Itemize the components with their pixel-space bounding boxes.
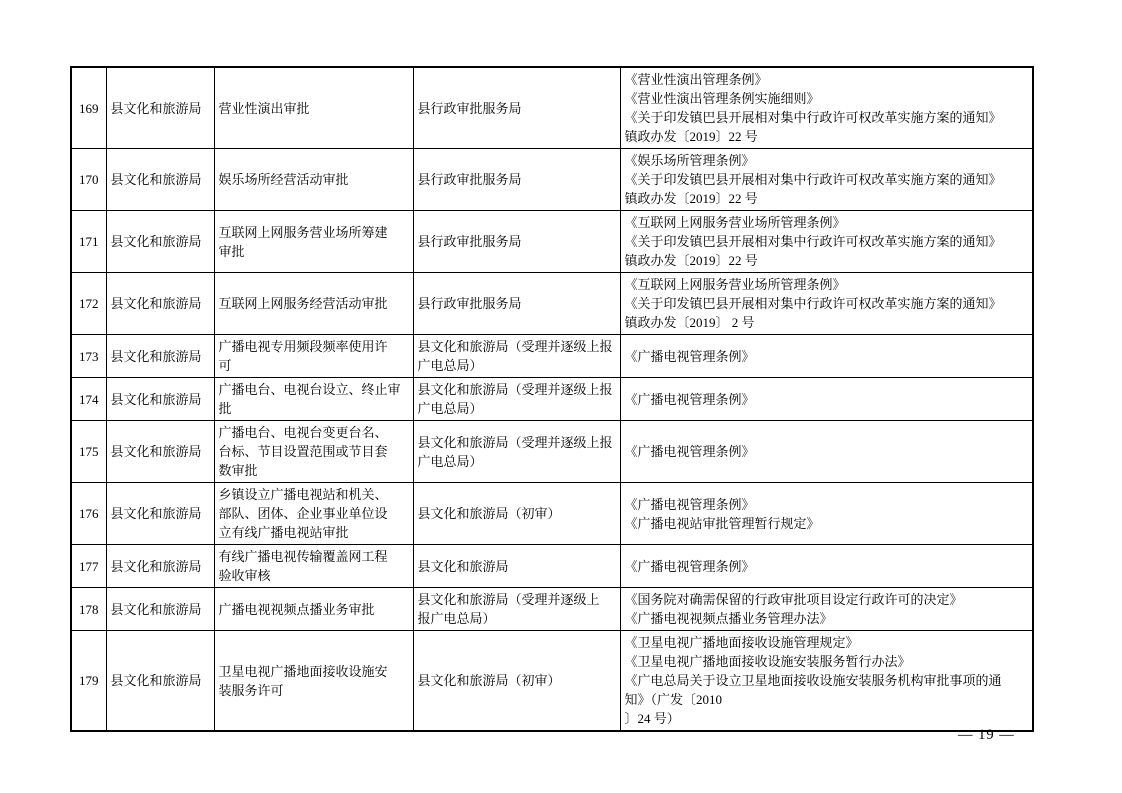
row-number: 169 — [71, 67, 106, 149]
department-cell: 县文化和旅游局 — [106, 483, 214, 545]
text-line: 《营业性演出管理条例》 — [624, 72, 768, 87]
text-line: 《广播电视管理条例》 — [624, 444, 755, 459]
department-cell: 县文化和旅游局 — [106, 545, 214, 588]
text-line: 广电总局） — [417, 453, 483, 469]
text-line: 《广播电视管理条例》 — [624, 558, 755, 574]
row-number: 176 — [71, 483, 106, 545]
legal-basis-cell — [620, 211, 1033, 273]
text-line: 广电总局） — [417, 358, 483, 373]
implementing-agency-cell — [413, 273, 620, 335]
implementing-agency-cell — [413, 588, 620, 631]
row-number: 174 — [71, 378, 106, 421]
text-line: 互联网上网服务营业场所筹建 — [218, 224, 388, 240]
text-line: 镇政办发〔2019〕 2 号 — [624, 315, 755, 330]
table-row — [71, 421, 1033, 483]
row-number: 170 — [71, 149, 106, 211]
text-line: 《广播电视管理条例》 — [624, 391, 755, 407]
implementing-agency-cell — [413, 631, 620, 732]
department-cell: 县文化和旅游局 — [106, 378, 214, 421]
text-line: 娱乐场所经营活动审批 — [218, 172, 349, 187]
row-number: 171 — [71, 211, 106, 273]
item-name-cell — [214, 483, 413, 545]
text-line: 县文化和旅游局（受理并逐级上 — [417, 592, 600, 607]
legal-basis-cell — [620, 421, 1033, 483]
implementing-agency-cell — [413, 211, 620, 273]
text-line: 批 — [218, 401, 232, 416]
implementing-agency-cell — [413, 149, 620, 211]
text-line: 县行政审批服务局 — [417, 100, 522, 116]
legal-basis-cell — [620, 588, 1033, 631]
row-number: 175 — [71, 421, 106, 483]
implementing-agency-cell — [413, 335, 620, 378]
text-line: 立有线广播电视站审批 — [218, 525, 349, 540]
table-row — [71, 588, 1033, 631]
text-line: 广播电台、电视台变更台名、 — [218, 425, 388, 440]
text-line: 《国务院对确需保留的行政审批项目设定行政许可的决定》 — [624, 592, 963, 607]
text-line: 《卫星电视广播地面接收设施安装服务暂行办法》 — [624, 654, 911, 669]
table-row — [71, 335, 1033, 378]
text-line: 数审批 — [218, 463, 258, 478]
text-line: 可 — [218, 358, 232, 373]
item-name-cell — [214, 273, 413, 335]
text-line: 装服务许可 — [218, 682, 284, 698]
implementing-agency-cell — [413, 421, 620, 483]
text-line: 县行政审批服务局 — [417, 234, 522, 249]
text-line: 《广播电视管理条例》 — [624, 496, 755, 512]
text-line: 《广播电视管理条例》 — [624, 348, 755, 364]
item-name-cell — [214, 149, 413, 211]
implementing-agency-cell — [413, 378, 620, 421]
text-line: 验收审核 — [218, 568, 271, 583]
item-name-cell — [214, 588, 413, 631]
approval-items-table — [70, 66, 1034, 732]
legal-basis-cell — [620, 273, 1033, 335]
implementing-agency-cell — [413, 545, 620, 588]
row-number: 178 — [71, 588, 106, 631]
text-line: 镇政办发〔2019〕22 号 — [624, 253, 758, 268]
item-name-cell — [214, 67, 413, 149]
text-line: 县文化和旅游局（受理并逐级上报 — [417, 339, 613, 354]
text-line: 广电总局） — [417, 401, 483, 416]
legal-basis-cell — [620, 483, 1033, 545]
row-number: 177 — [71, 545, 106, 588]
text-line: 县行政审批服务局 — [417, 296, 522, 311]
item-name-cell — [214, 335, 413, 378]
text-line: 乡镇设立广播电视站和机关、 — [218, 487, 388, 502]
text-line: 《关于印发镇巴县开展相对集中行政许可权改革实施方案的通知》 — [624, 234, 1002, 249]
table-row — [71, 378, 1033, 421]
table-row — [71, 149, 1033, 211]
text-line: 《关于印发镇巴县开展相对集中行政许可权改革实施方案的通知》 — [624, 172, 1002, 187]
department-cell: 县文化和旅游局 — [106, 335, 214, 378]
text-line: 广播电视视频点播业务审批 — [218, 601, 375, 617]
text-line: 镇政办发〔2019〕22 号 — [624, 129, 758, 144]
text-line: 广播电台、电视台设立、终止审 — [218, 382, 401, 397]
text-line: 县行政审批服务局 — [417, 172, 522, 187]
text-line: 县文化和旅游局（受理并逐级上报 — [417, 434, 613, 450]
text-line: 《娱乐场所管理条例》 — [624, 153, 755, 168]
item-name-cell — [214, 378, 413, 421]
text-line: 《互联网上网服务营业场所管理条例》 — [624, 277, 846, 292]
legal-basis-cell — [620, 631, 1033, 732]
item-name-cell — [214, 211, 413, 273]
legal-basis-cell — [620, 67, 1033, 149]
row-number: 179 — [71, 631, 106, 732]
text-line: 卫星电视广播地面接收设施安 — [218, 663, 388, 679]
text-line: 〕24 号） — [624, 711, 680, 726]
text-line: 《营业性演出管理条例实施细则》 — [624, 91, 820, 106]
text-line: 县文化和旅游局（受理并逐级上报 — [417, 382, 613, 397]
department-cell: 县文化和旅游局 — [106, 631, 214, 732]
department-cell: 县文化和旅游局 — [106, 273, 214, 335]
text-line: 部队、团体、企业事业单位设 — [218, 506, 388, 521]
legal-basis-cell — [620, 545, 1033, 588]
text-line: 台标、节目设置范围或节目套 — [218, 444, 388, 459]
table-row — [71, 631, 1033, 732]
text-line: 《广播电视站审批管理暂行规定》 — [624, 515, 820, 531]
item-name-cell — [214, 631, 413, 732]
row-number: 172 — [71, 273, 106, 335]
text-line: 《广播电视视频点播业务管理办法》 — [624, 611, 833, 626]
department-cell: 县文化和旅游局 — [106, 211, 214, 273]
text-line: 营业性演出审批 — [218, 100, 310, 116]
table-row — [71, 545, 1033, 588]
implementing-agency-cell — [413, 67, 620, 149]
implementing-agency-cell — [413, 483, 620, 545]
item-name-cell — [214, 421, 413, 483]
department-cell: 县文化和旅游局 — [106, 67, 214, 149]
department-cell: 县文化和旅游局 — [106, 421, 214, 483]
item-name-cell — [214, 545, 413, 588]
row-number: 173 — [71, 335, 106, 378]
text-line: 《卫星电视广播地面接收设施管理规定》 — [624, 635, 859, 650]
page-number: — 19 — — [958, 727, 1015, 743]
text-line: 《广电总局关于设立卫星地面接收设施安装服务机构审批事项的通 — [624, 673, 1002, 688]
department-cell: 县文化和旅游局 — [106, 149, 214, 211]
text-line: 镇政办发〔2019〕22 号 — [624, 191, 758, 206]
table-row — [71, 211, 1033, 273]
legal-basis-cell — [620, 378, 1033, 421]
legal-basis-cell — [620, 335, 1033, 378]
table-row — [71, 273, 1033, 335]
text-line: 《关于印发镇巴县开展相对集中行政许可权改革实施方案的通知》 — [624, 110, 1002, 125]
text-line: 县文化和旅游局 — [417, 558, 509, 574]
text-line: 知》（广发〔2010 — [624, 692, 723, 707]
legal-basis-cell — [620, 149, 1033, 211]
department-cell: 县文化和旅游局 — [106, 588, 214, 631]
text-line: 县文化和旅游局（初审） — [417, 673, 561, 688]
text-line: 报广电总局） — [417, 611, 496, 626]
text-line: 《关于印发镇巴县开展相对集中行政许可权改革实施方案的通知》 — [624, 296, 1002, 311]
text-line: 《互联网上网服务营业场所管理条例》 — [624, 215, 846, 230]
table-row — [71, 67, 1033, 149]
text-line: 互联网上网服务经营活动审批 — [218, 296, 388, 311]
text-line: 广播电视专用频段频率使用许 — [218, 339, 388, 354]
table-row — [71, 483, 1033, 545]
text-line: 审批 — [218, 243, 245, 259]
text-line: 县文化和旅游局（初审） — [417, 506, 561, 521]
text-line: 有线广播电视传输覆盖网工程 — [218, 549, 388, 564]
